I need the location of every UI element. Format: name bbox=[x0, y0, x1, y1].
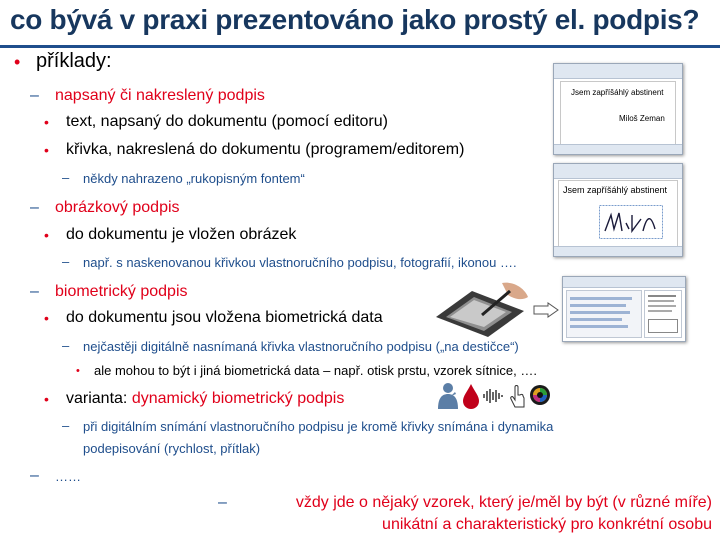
bullet-dot: • bbox=[44, 227, 49, 243]
toolbar bbox=[554, 64, 682, 79]
document-page bbox=[560, 81, 676, 145]
item-priklady: příklady: bbox=[36, 50, 112, 72]
dash-marker: – bbox=[218, 494, 227, 511]
item-biometricka-data: do dokumentu jsou vložena biometrická data bbox=[66, 309, 383, 326]
conclusion-line2: unikátní a charakteristický pro konkrétní osobu bbox=[382, 516, 712, 533]
dash-marker: – bbox=[30, 199, 39, 216]
item-ale-mohou: ale mohou to být i jiná biometrická data – např. otisk prstu, vzorek sítnice, …. bbox=[94, 363, 537, 378]
dash-marker: – bbox=[30, 283, 39, 300]
dash-marker: – bbox=[30, 87, 39, 104]
bullet-dot: • bbox=[44, 391, 49, 407]
dash-marker: – bbox=[30, 467, 39, 484]
page-title: co bývá v praxi prezentováno jako prostý el. podpis? bbox=[10, 4, 700, 35]
signature-panel bbox=[566, 290, 642, 338]
drawn-signature-image bbox=[599, 205, 663, 239]
screenshot-drawn-signature bbox=[553, 163, 683, 257]
bullet-dot: • bbox=[76, 365, 80, 377]
status-bar bbox=[554, 246, 682, 256]
varianta-red: dynamický biometrický podpis bbox=[131, 390, 345, 407]
status-bar bbox=[554, 144, 682, 154]
dash-marker: – bbox=[62, 338, 70, 353]
item-vlozen-obrazek: do dokumentu je vložen obrázek bbox=[66, 226, 297, 243]
item-obrazkovy: obrázkový podpis bbox=[55, 199, 180, 216]
eye-iris-icon bbox=[529, 384, 551, 406]
blood-drop-icon bbox=[461, 382, 481, 410]
screenshot-biometric-document bbox=[562, 276, 686, 342]
typed-text: Jsem zapříšáhlý abstinent bbox=[571, 88, 664, 97]
item-pri-digitalnim-2: podepisování (rychlost, přítlak) bbox=[83, 441, 261, 456]
sound-wave-icon bbox=[482, 388, 504, 404]
signature-pad-icon bbox=[432, 277, 532, 339]
dash-marker: – bbox=[62, 418, 70, 433]
item-biometricky: biometrický podpis bbox=[55, 283, 188, 300]
bullet-dot: • bbox=[14, 52, 21, 72]
arrow-right-icon bbox=[533, 302, 559, 318]
toolbar bbox=[554, 164, 682, 179]
item-napsany: napsaný či nakreslený podpis bbox=[55, 87, 265, 104]
bullet-dot: • bbox=[44, 114, 49, 130]
bullet-dot: • bbox=[44, 142, 49, 158]
title-underline bbox=[0, 45, 720, 48]
toolbar bbox=[563, 277, 685, 288]
dash-marker: – bbox=[62, 170, 70, 185]
varianta-prefix: varianta: bbox=[66, 390, 132, 407]
item-varianta bbox=[66, 390, 344, 408]
item-nekdy: někdy nahrazeno „rukopisným fontem“ bbox=[83, 171, 305, 186]
document-page bbox=[558, 180, 678, 248]
screenshot-typed-signature bbox=[553, 63, 683, 155]
item-nejcasteji: nejčastěji digitálně nasnímaná křivka vlastnoručního podpisu („na destičce“) bbox=[83, 339, 519, 354]
conclusion-line1: vždy jde o nějaký vzorek, který je/měl by být (v různé míře) bbox=[295, 494, 712, 511]
touch-finger-icon bbox=[507, 383, 527, 409]
bullet-dot: • bbox=[44, 310, 49, 326]
typed-text: Jsem zapříšáhlý abstinent bbox=[563, 185, 668, 195]
item-krivka: křivka, nakreslená do dokumentu (programem/editorem) bbox=[66, 141, 465, 158]
item-pri-digitalnim-1: při digitálním snímání vlastnoručního podpisu je kromě křivky snímána i dynamika bbox=[83, 419, 554, 434]
item-text-napsany: text, napsaný do dokumentu (pomocí editoru) bbox=[66, 113, 388, 130]
item-ellipsis: …… bbox=[55, 469, 81, 484]
document-page bbox=[644, 290, 682, 338]
typed-name: Miloš Zeman bbox=[619, 114, 665, 123]
dash-marker: – bbox=[62, 254, 70, 269]
item-napr-sken: např. s naskenovanou křivkou vlastnoručního podpisu, fotografií, ikonou …. bbox=[83, 255, 517, 270]
person-thinking-icon bbox=[435, 382, 461, 410]
